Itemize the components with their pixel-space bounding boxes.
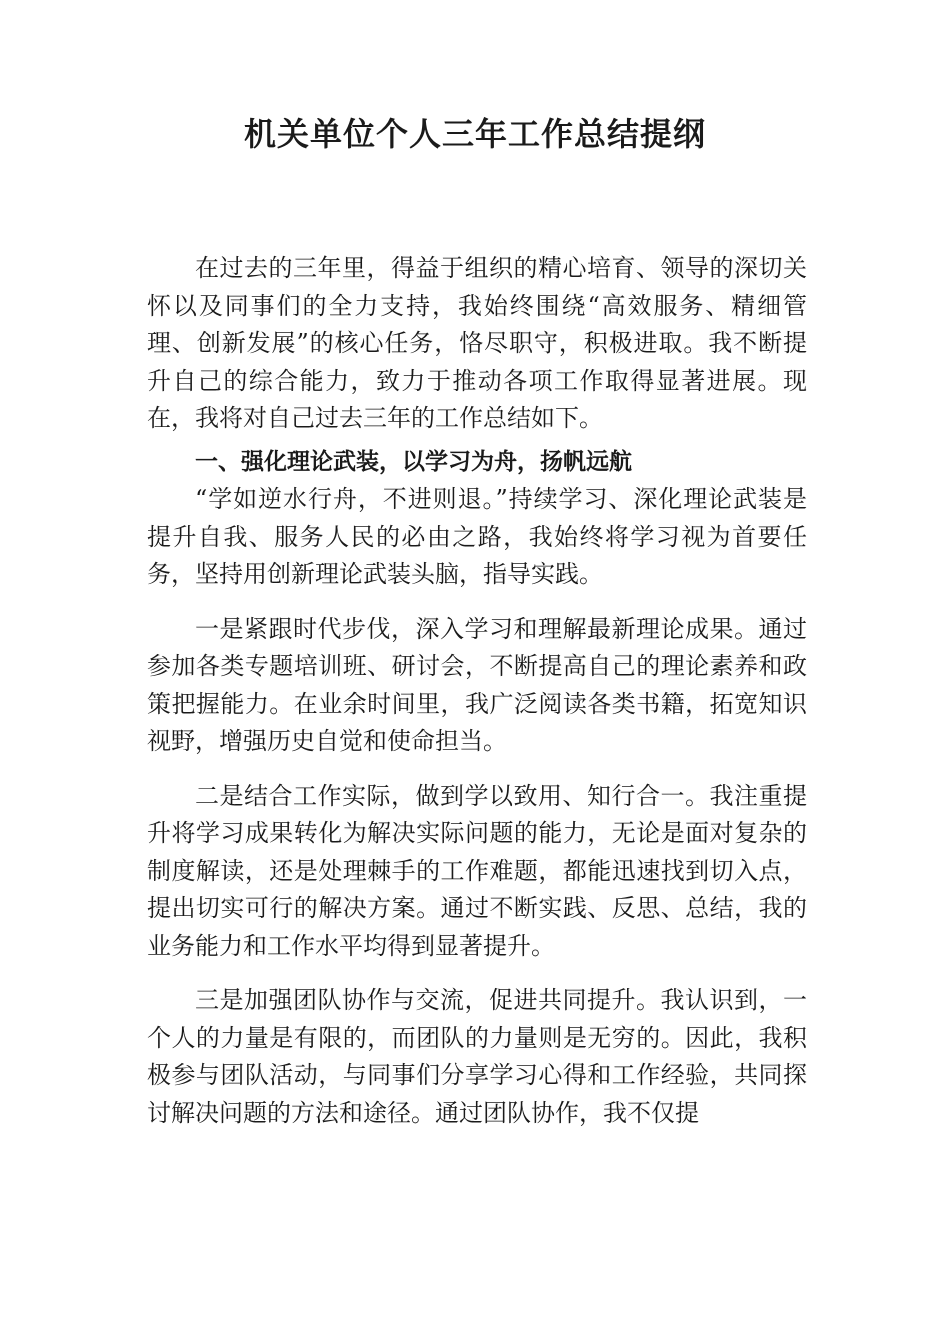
document-title: 机关单位个人三年工作总结提纲 <box>243 115 706 153</box>
intro-paragraph: 在过去的三年里，得益于组织的精心培育、领导的深切关怀以及同事们的全力支持，我始终围绕“高效服务、精细管理、创新发展”的核心任务，恪尽职守，积极进取。我不断提升自己的综合能力，致力于推动各项工作取得显著进展。现在，我将对自己过去三年的工作总结如下。 <box>147 254 807 432</box>
section-lead-paragraph: “学如逆水行舟，不进则退。”持续学习、深化理论武装是提升自我、服务人民的必由之路，我始终将学习视为首要任务，坚持用创新理论武装头脑，指导实践。 <box>147 485 807 588</box>
point-two-paragraph: 二是结合工作实际，做到学以致用、知行合一。我注重提升将学习成果转化为解决实际问题的能力，无论是面对复杂的制度解读，还是处理棘手的工作难题，都能迅速找到切入点，提出切实可行的解决方案。通过不断实践、反思、总结，我的业务能力和工作水平均得到显著提升。 <box>147 781 807 960</box>
document-body <box>147 250 807 1132</box>
section-heading: 一、强化理论武装，以学习为舟，扬帆远航 <box>195 448 632 475</box>
point-three-paragraph: 三是加强团队协作与交流，促进共同提升。我认识到，一个人的力量是有限的，而团队的力量则是无穷的。因此，我积极参与团队活动，与同事们分享学习心得和工作经验，共同探讨解决问题的方法和途径。通过团队协作，我不仅提 <box>147 986 807 1127</box>
point-one-paragraph: 一是紧跟时代步伐，深入学习和理解最新理论成果。通过参加各类专题培训班、研讨会，不断提高自己的理论素养和政策把握能力。在业余时间里，我广泛阅读各类书籍，拓宽知识视野，增强历史自觉和使命担当。 <box>147 614 807 755</box>
